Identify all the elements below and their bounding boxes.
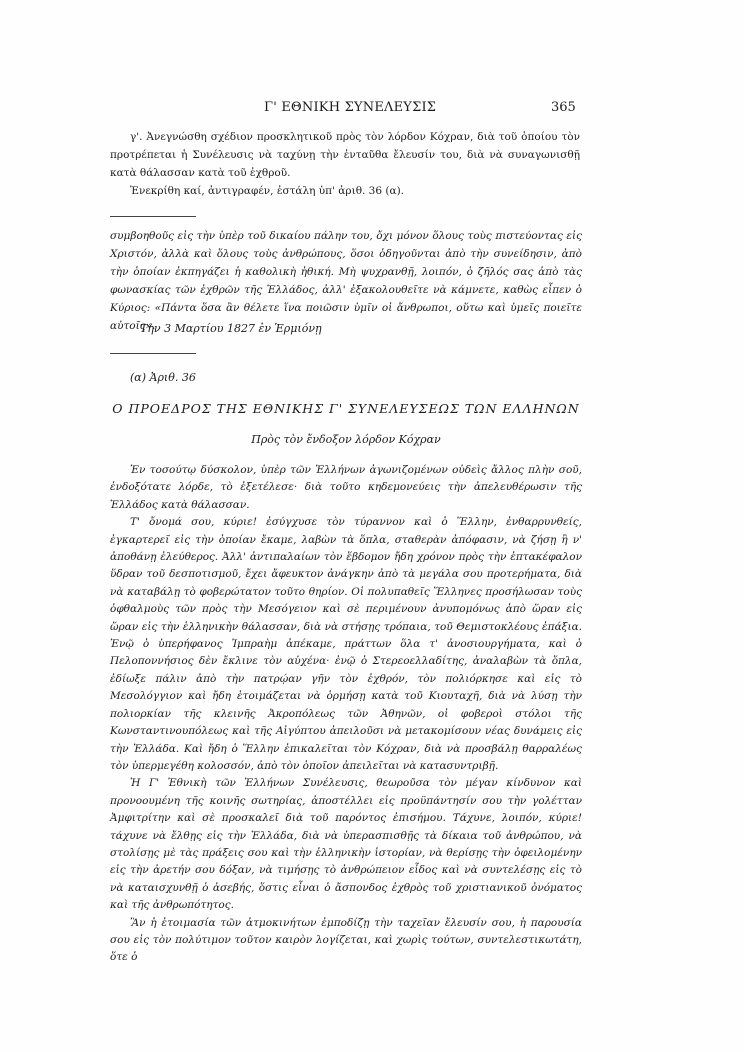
minutes-paragraph-2: Ἐνεκρίθη καί, ἀντιγραφέν, ἐστάλη ὑπ' ἀριθ. 36 (α).	[130, 185, 405, 197]
letter-paragraph-2: Τ' ὄνομά σου, κύριε! ἐσύγχυσε τὸν τύραννον καὶ ὁ Ἕλλην, ἐνθαρρυνθείς, ἐγκαρτερεῖ εἰς τὴν ὁποίαν ἔκαμε, λαβὼν τὰ ὅπλα, σταθερὰν ἀπόφασιν, νὰ ζήσῃ ἢ ν' ἀποθάνῃ ἐλεύθερος. Ἀλλ' ἀντιπαλαίων τὸν ἕβδομον ἤδη χρόνον πρὸς τὴν ἑπτακέφαλον ὕδραν τοῦ δεσποτισμοῦ, ἔχει ἄφευκτον ἀνάγκην ἀπὸ τὰ μεγάλα σου προτερήματα, διὰ νὰ καταβάλῃ τὸ φοβερώτατον τοῦτο θηρίον. Οἱ πολυπαθεῖς Ἕλληνες προσήλωσαν τοὺς ὀφθαλμοὺς τῶν πρὸς τὴν Μεσόγειον καὶ σὲ περιμένουν ἀνυπομόνως ἀπὸ ὥραν εἰς ὥραν εἰς τὴν ἑλληνικὴν θάλασσαν, διὰ νὰ στήσῃς τρόπαια, τοῦ Θεμιστοκλέους ἐπάξια. Ἐνῷ ὁ ὑπερήφανος Ἰμπραὴμ ἀπέκαμε, πράττων ὅλα τ' ἀνοσιουργήματα, καὶ ὁ Πελοποννήσιος δὲν ἔκλινε τὸν αὐχένα· ἐνῷ ὁ Στερεοελλαδίτης, ἀναλαβὼν τὰ ὅπλα, ἐδίωξε πάλιν ἀπὸ τὴν πατρῴαν γῆν τὸν ἐχθρόν, τὸν πολιόρκησε καὶ εἰς τὸ Μεσολόγγιον καὶ ἤδη ἑτοιμάζεται νὰ ὁρμήσῃ κατὰ τοῦ Κιουταχῆ, διὰ νὰ λύσῃ τὴν πολιορκίαν τῆς κλεινῆς Ἀκροπόλεως τῶν Ἀθηνῶν, οἱ φοβεροὶ στόλοι τῆς Κωνσταντινουπόλεως καὶ τῆς Αἰγύπτου ἀπειλοῦσι νὰ μετακομίσουν νέας δυνάμεις εἰς τὴν Ἑλλάδα. Καὶ ἤδη ὁ Ἕλλην ἐπικαλεῖται τὸν Κόχραν, διὰ νὰ προσβάλῃ θαρραλέως τὸν ὑπερμεγέθη κολοσσόν, ἀπὸ τὸν ὁποῖον ἀπειλεῖται νὰ κατασυντριβῇ.	[110, 516, 582, 772]
letter-paragraph-1: Ἐν τοσούτῳ δύσκολον, ὑπὲρ τῶν Ἑλλήνων ἀγωνιζομένων οὐδεὶς ἄλλος πλὴν σοῦ, ἐνδοξότατε λόρδε, τὸ ἐξετέλεσε· διὰ τοῦτο κηδεμονεύεις τὴν ἀπελευθέρωσιν τῆς Ἑλλάδος κατὰ θάλασσαν.	[110, 464, 582, 511]
minutes-paragraph-1: γ'. Ἀνεγνώσθη σχέδιον προσκλητικοῦ πρὸς τὸν λόρδον Κόχραν, διὰ τοῦ ὁποίου τὸν προτρέπεται ἡ Συνέλευσις νὰ ταχύνῃ τὴν ἐνταῦθα ἔλευσίν του, διὰ νὰ συναγωνισθῇ κατὰ θάλασσαν κατὰ τοῦ ἐχθροῦ.	[110, 131, 580, 179]
footnote-continuation: συμβοηθοῦς εἰς τὴν ὑπὲρ τοῦ δικαίου πάλην του, ὄχι μόνον ὅλους τοὺς πιστεύοντας εἰς Χριστόν, ἀλλὰ καὶ ὅλους τοὺς ἀνθρώπους, ὅσοι ὁδηγοῦνται ἀπὸ τὴν συνείδησιν, ἀπὸ τὴν ὁποίαν ἐκπηγάζει ἡ καθολικὴ ἠθική. Μὴ ψυχρανθῇ, λοιπόν, ὁ ζῆλός σας ἀπὸ τὰς φωνασκίας τῶν ἐχθρῶν τῆς Ἑλλάδος, ἀλλ' ἐξακολουθεῖτε νὰ κάμνετε, καθὼς εἶπεν ὁ Κύριος: «Πάντα ὅσα ἂν θέλετε ἵνα ποιῶσιν ὑμῖν οἱ ἄνθρωποι, οὕτω καὶ ὑμεῖς ποιεῖτε αὐτοῖς».	[110, 230, 582, 332]
document-heading: Ο ΠΡΟΕΔΡΟΣ ΤΗΣ ΕΘΝΙΚΗΣ Γ' ΣΥΝΕΛΕΥΣΕΩΣ ΤΩΝ ΕΛΛΗΝΩΝ	[112, 401, 580, 416]
letter-paragraph-4: Ἂν ἡ ἑτοιμασία τῶν ἀτμοκινήτων ἐμποδίζῃ τὴν ταχεῖαν ἔλευσίν σου, ἡ παρουσία σου εἰς τὸν πολύτιμον τοῦτον καιρὸν λογίζεται, καὶ χωρὶς τούτων, συντελεστικωτάτη, ὅτε ὁ	[110, 916, 582, 964]
document-addressee: Πρὸς τὸν ἔνδοξον λόρδον Κόχραν	[251, 433, 441, 446]
minutes-text	[110, 128, 580, 200]
letter-paragraph-3: Ἡ Γ' Ἐθνικὴ τῶν Ἑλλήνων Συνέλευσις, θεωροῦσα τὸν μέγαν κίνδυνον καὶ προνοουμένη τῆς κοινῆς σωτηρίας, ἀποστέλλει εἰς προϋπάντησίν σου τὴν γολέτταν Ἀμφιτρίτην καὶ σὲ προσκαλεῖ διὰ τοῦ παρόντος ἐπισήμου. Τάχυνε, λοιπόν, κύριε! τάχυνε νὰ ἔλθῃς εἰς τὴν Ἑλλάδα, διὰ νὰ ὑπερασπισθῇς τὰ δίκαια τοῦ ἀνθρώπου, νὰ στολίσῃς μὲ τὰς πράξεις σου καὶ τὴν ἑλληνικὴν ἱστορίαν, νὰ θερίσῃς τὴν ὀφειλομένην εἰς τὴν ἀρετήν σου δόξαν, νὰ τιμήσῃς τὸ ἀνθρώπειον εἶδος καὶ νὰ συντελέσῃς εἰς τὸ νὰ καταισχυνθῇ ὁ ἀσεβής, ὅστις εἶναι ὁ ἄσπονδος ἐχθρὸς τοῦ χριστιανικοῦ ὀνόματος καὶ τῆς ἀνθρωπότητος.	[110, 777, 582, 912]
footnote-date: Τὴν 3 Μαρτίου 1827 ἐν Ἑρμιόνῃ	[140, 322, 322, 335]
document-reference: (α) Ἀριθ. 36	[130, 371, 196, 384]
running-header-title: Γ' ΕΘΝΙΚΗ ΣΥΝΕΛΕΥΣΙΣ	[264, 100, 437, 115]
page-number: 365	[551, 100, 576, 115]
footnote-divider	[110, 216, 196, 217]
letter-body	[110, 462, 582, 967]
section-divider	[110, 353, 196, 354]
